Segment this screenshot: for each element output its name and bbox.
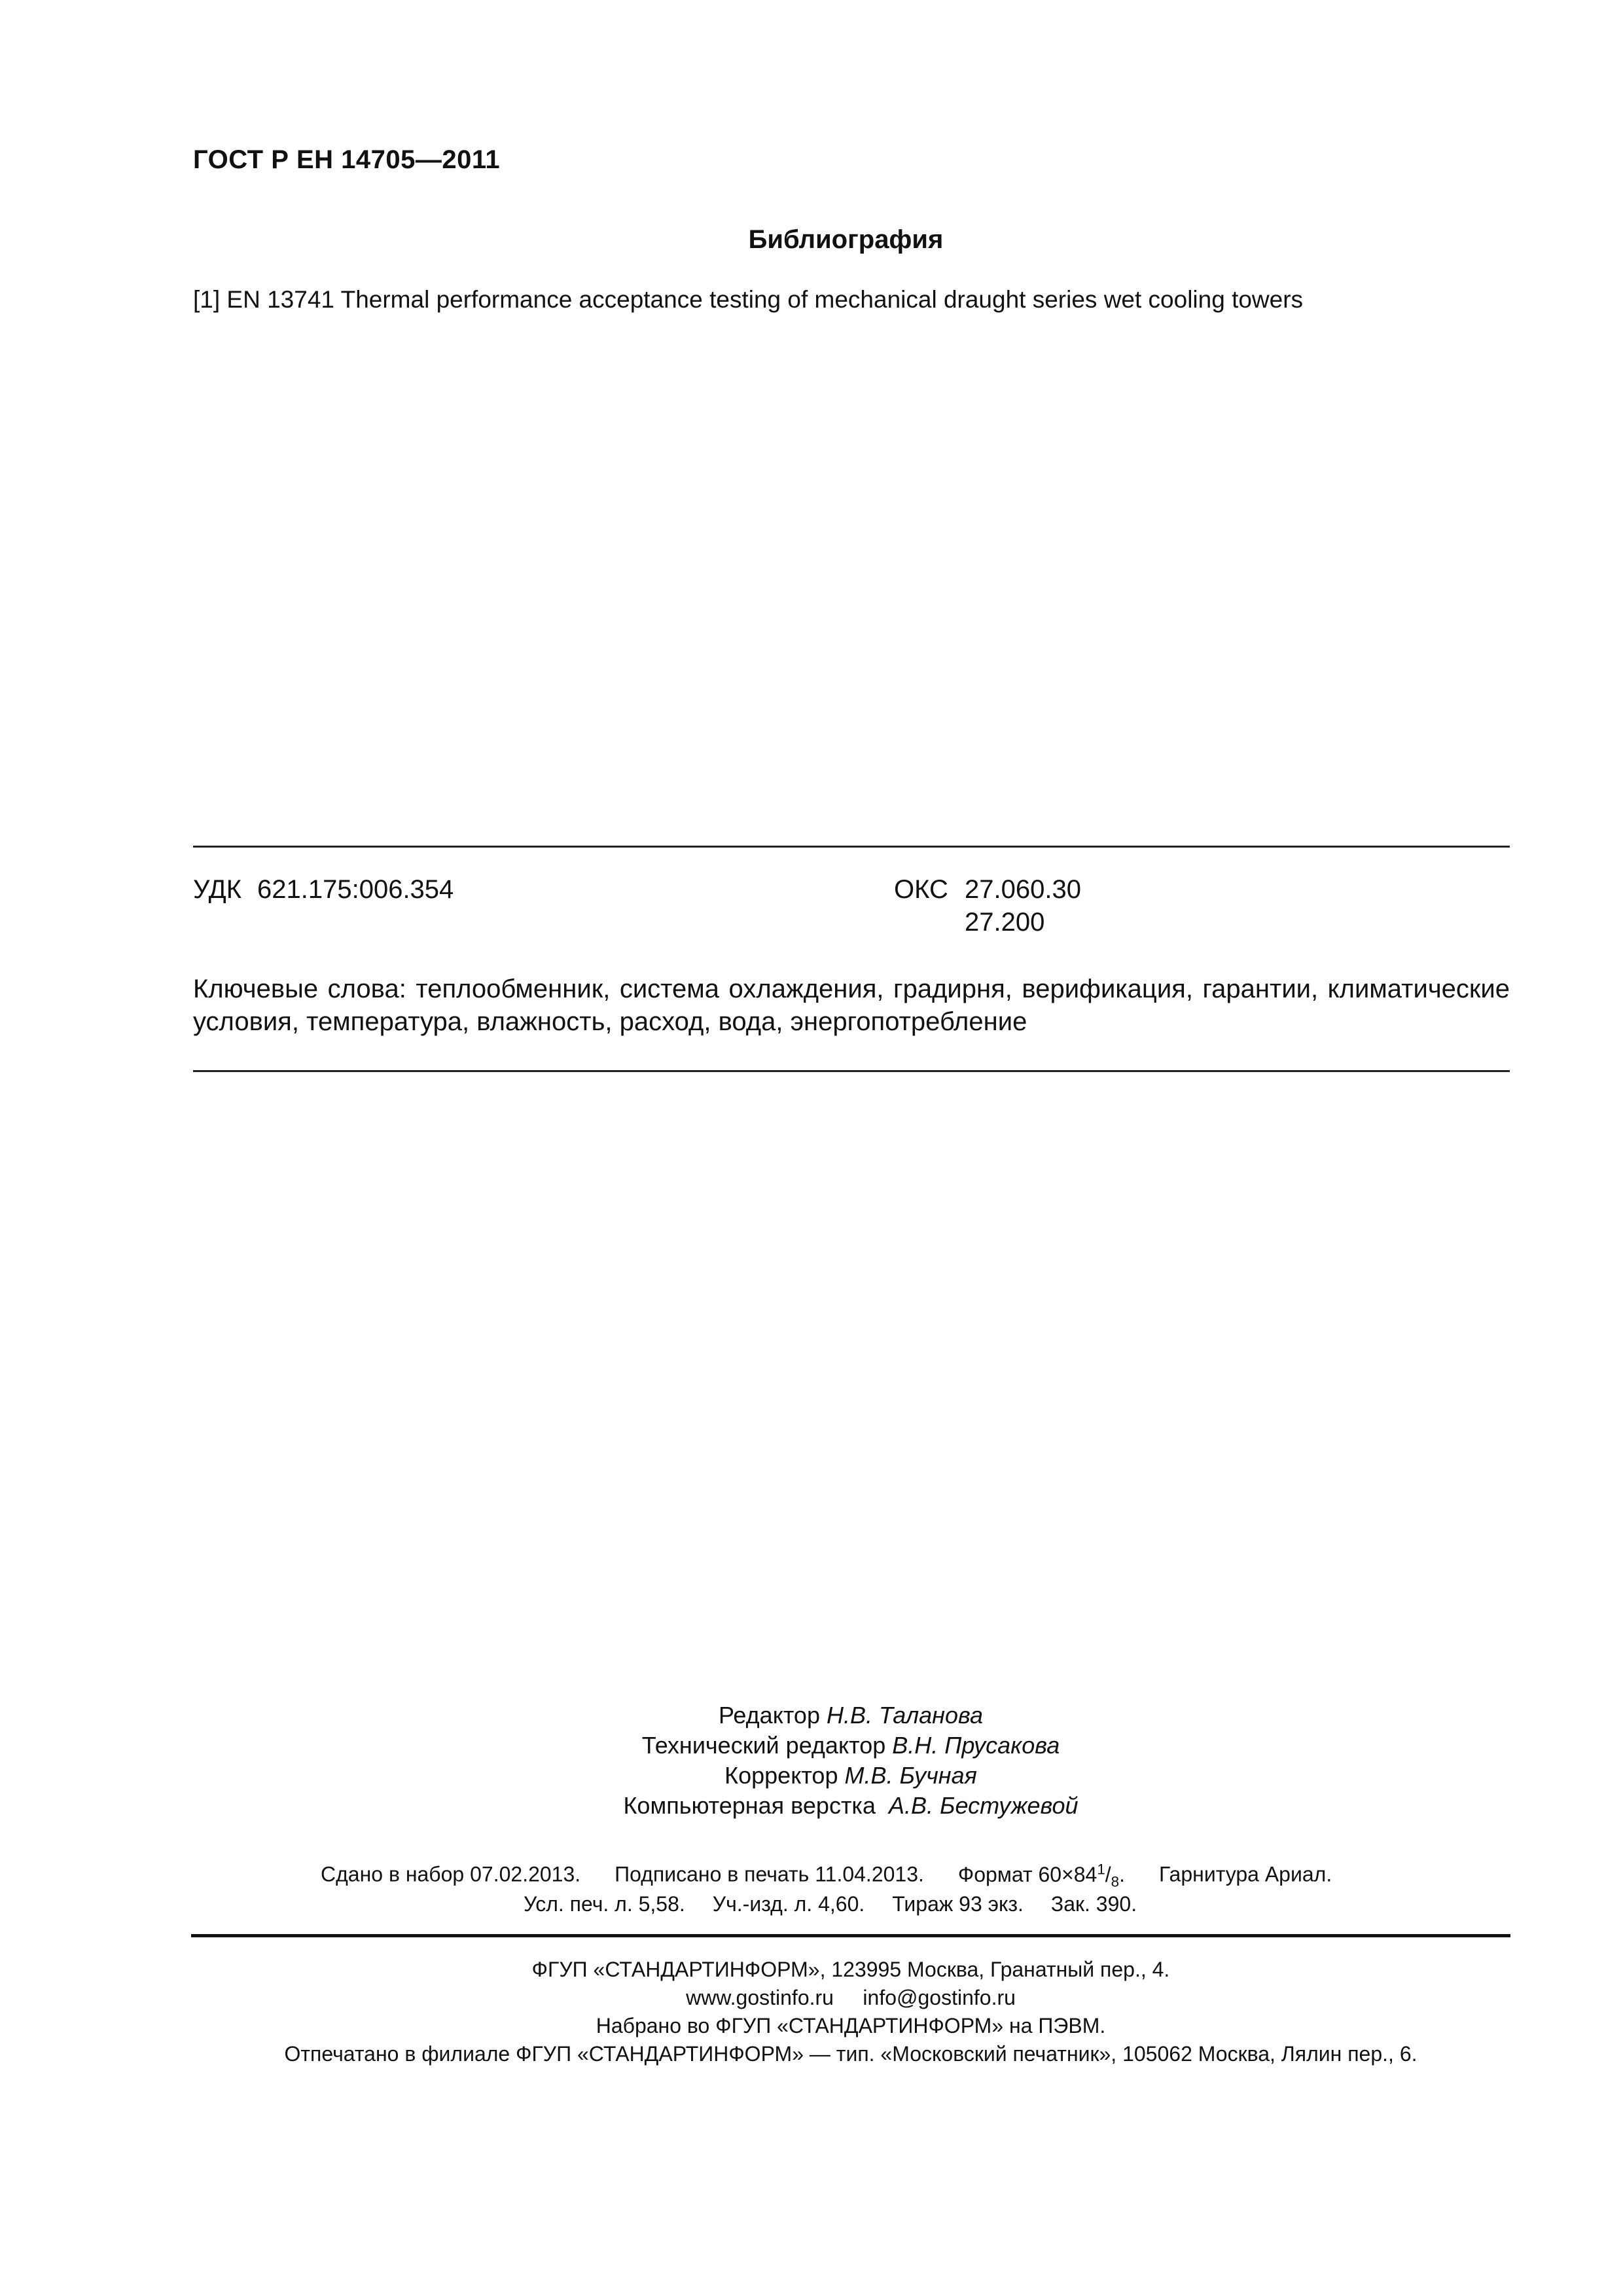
credit-name: В.Н. Прусакова [892, 1732, 1060, 1759]
oks-value-2: 27.200 [965, 908, 1045, 937]
bibliography-entry: [1] EN 13741 Thermal performance acceptance testing of mechanical draught series wet cooling towers [193, 286, 1304, 313]
signed-date: Подписано в печать 11.04.2013. [615, 1862, 924, 1886]
credit-name: Н.В. Таланова [826, 1702, 983, 1729]
oks-label: ОКС [894, 875, 948, 904]
divider-bottom [191, 1934, 1510, 1937]
circulation: Тираж 93 экз. [892, 1892, 1024, 1916]
udk-value: 621.175:006.354 [257, 875, 454, 904]
credit-editor [0, 1700, 1623, 1731]
printed-note: Отпечатано в филиале ФГУП «СТАНДАРТИНФОРМ» — тип. «Московский печатник», 105062 Москва, Лялин пер., 6. [284, 2042, 1418, 2066]
print-sheets: Усл. печ. л. 5,58. [524, 1892, 685, 1916]
publishing-sheets: Уч.-изд. л. 4,60. [712, 1892, 865, 1916]
oks-value-1: 27.060.30 [965, 875, 1081, 904]
divider-middle [193, 1070, 1510, 1072]
publication-line-1 [321, 1861, 1332, 1890]
website-link: www.gostinfo.ru [686, 1986, 834, 2009]
credit-name: А.В. Бестужевой [889, 1792, 1079, 1819]
credit-role: Редактор [719, 1702, 820, 1729]
credit-role: Компьютерная верстка [623, 1792, 876, 1819]
typeset-note: Набрано во ФГУП «СТАНДАРТИНФОРМ» на ПЭВМ. [596, 2014, 1106, 2037]
format-info: Формат $60\times 84^1/_8$. [957, 1861, 1126, 1890]
publication-line-2 [524, 1892, 1137, 1916]
credit-name: М.В. Бучная [844, 1762, 977, 1789]
publisher-contacts [0, 1984, 1623, 2012]
order-number: Зак. 390. [1050, 1892, 1137, 1916]
publisher-address: ФГУП «СТАНДАРТИНФОРМ», 123995 Москва, Гранатный пер., 4. [531, 1958, 1170, 1981]
keywords-paragraph: Ключевые слова: теплообменник, система охлаждения, градирня, верификация, гарантии, климатические условия, температура, влажность, расход, вода, энергопотребление [193, 975, 1510, 1036]
credit-role: Технический редактор [641, 1732, 886, 1759]
credit-role: Корректор [724, 1762, 838, 1789]
divider-top [193, 846, 1510, 848]
document-id-header: ГОСТ Р ЕН 14705—2011 [193, 145, 501, 174]
email-link: info@gostinfo.ru [863, 1986, 1016, 2009]
credit-technical-editor [0, 1731, 1623, 1761]
bibliography-title: Библиография [748, 225, 944, 254]
credit-proofreader [0, 1761, 1623, 1791]
typeface-info: Гарнитура Ариал. [1159, 1862, 1332, 1886]
credit-layout [0, 1791, 1623, 1821]
udk-label: УДК [193, 875, 242, 904]
submitted-date: Сдано в набор 07.02.2013. [321, 1862, 581, 1886]
